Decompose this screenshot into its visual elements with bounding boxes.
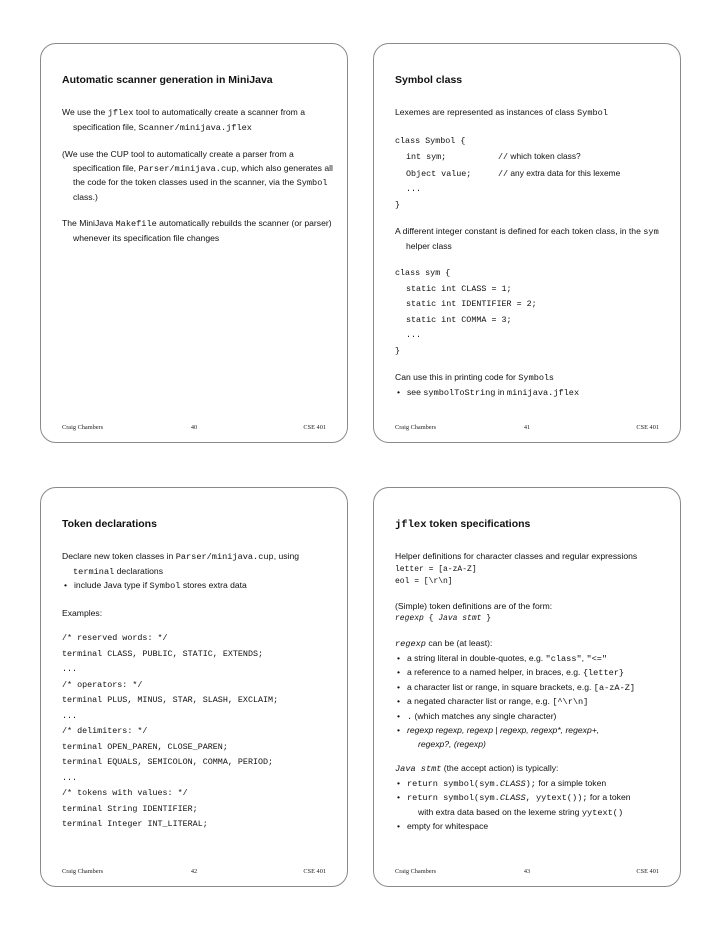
slide-title: jflex token specifications bbox=[395, 518, 531, 531]
bullet-item: • a character list or range, in square brackets, e.g. [a-zA-Z] bbox=[395, 681, 666, 696]
code-block: class Symbol { int sym; // which token class? Object value; // any extra data for this lexeme ... } bbox=[395, 135, 621, 210]
helper-definition: letter = [a-zA-Z] bbox=[395, 564, 477, 574]
paragraph: (We use the CUP tool to automatically create a parser from a specification file, Parser/minijava.cup, which also generates all the code for the token classes used in the scanner, via the Symbol class.) bbox=[62, 149, 333, 202]
bullet-item: • return symbol(sym.CLASS, yytext()); for a token with extra data based on the lexeme string yytext() bbox=[395, 791, 666, 820]
slide-title: Automatic scanner generation in MiniJava bbox=[62, 74, 273, 86]
slide-body bbox=[395, 550, 666, 834]
footer-course: CSE 401 bbox=[636, 868, 659, 875]
paragraph: A different integer constant is defined for each token class, in the sym helper class bbox=[395, 226, 659, 251]
token-form: regexp { Java stmt } bbox=[395, 614, 492, 623]
footer-course: CSE 401 bbox=[303, 424, 326, 431]
footer-course: CSE 401 bbox=[303, 868, 326, 875]
bullet-item: • a string literal in double-quotes, e.g. "class", "<=" bbox=[395, 652, 666, 667]
bullet-item: • regexp regexp, regexp | regexp, regexp*, regexp+, regexp?, (regexp) bbox=[395, 724, 666, 751]
footer-author: Craig Chambers bbox=[62, 424, 104, 431]
footer-page: 40 bbox=[190, 424, 198, 431]
bullet-item: • a negated character list or range, e.g. [^\r\n] bbox=[395, 695, 666, 710]
footer-page: 41 bbox=[523, 424, 531, 431]
footer-page: 42 bbox=[190, 868, 198, 875]
bullet-item: • include Java type if Symbol stores extra data bbox=[62, 579, 333, 594]
bullet-item: • empty for whitespace bbox=[395, 820, 666, 834]
paragraph: Declare new token classes in Parser/minijava.cup, using terminal declarations bbox=[62, 551, 300, 577]
footer-author: Craig Chambers bbox=[395, 868, 437, 875]
slide-title: Token declarations bbox=[62, 518, 157, 530]
paragraph: Java stmt (the accept action) is typically: bbox=[395, 763, 559, 774]
slide-41 bbox=[373, 43, 681, 443]
code-block: /* reserved words: */ terminal CLASS, PUBLIC, STATIC, EXTENDS; ... /* operators: */ terminal PLUS, MINUS, STAR, SLASH, EXCLAIM; ... /* delimiters: */ terminal OPEN_PAREN, CLOSE_PAREN; terminal EQUALS, SEMICOLON, COMMA, PERIOD; ... /* tokens with values: */ terminal String IDENTIFIER; terminal Integer INT_LITERAL; bbox=[62, 633, 279, 829]
slide-body bbox=[62, 550, 333, 839]
paragraph: Helper definitions for character classes and regular expressions bbox=[395, 551, 638, 561]
paragraph: (Simple) token definitions are of the form: bbox=[395, 600, 553, 611]
footer-page: 43 bbox=[523, 868, 531, 875]
paragraph: regexp can be (at least): bbox=[395, 638, 493, 649]
paragraph: Examples: bbox=[62, 607, 103, 618]
paragraph: Can use this in printing code for Symbols bbox=[395, 372, 554, 383]
slide-40 bbox=[40, 43, 348, 443]
paragraph: Lexemes are represented as instances of class Symbol bbox=[395, 107, 608, 118]
paragraph: We use the jflex tool to automatically create a scanner from a specification file, Scanner/minijava.jflex bbox=[62, 107, 305, 133]
bullet-item: • return symbol(sym.CLASS); for a simple token bbox=[395, 777, 666, 792]
bullet-item: • see symbolToString in minijava.jflex bbox=[395, 386, 666, 401]
slide-body bbox=[62, 106, 333, 258]
helper-definition: eol = [\r\n] bbox=[395, 576, 453, 586]
footer-course: CSE 401 bbox=[636, 424, 659, 431]
slide-body bbox=[395, 106, 666, 400]
slide-42 bbox=[40, 487, 348, 887]
footer-author: Craig Chambers bbox=[62, 868, 104, 875]
slide-43 bbox=[373, 487, 681, 887]
bullet-item: • . (which matches any single character) bbox=[395, 710, 666, 725]
footer-author: Craig Chambers bbox=[395, 424, 437, 431]
bullet-item: • a reference to a named helper, in braces, e.g. {letter} bbox=[395, 666, 666, 681]
slide-title: Symbol class bbox=[395, 74, 463, 86]
code-block: class sym { static int CLASS = 1; static int IDENTIFIER = 2; static int COMMA = 3; ... } bbox=[395, 268, 537, 356]
paragraph: The MiniJava Makefile automatically rebuilds the scanner (or parser) whenever its specification file changes bbox=[62, 218, 332, 243]
